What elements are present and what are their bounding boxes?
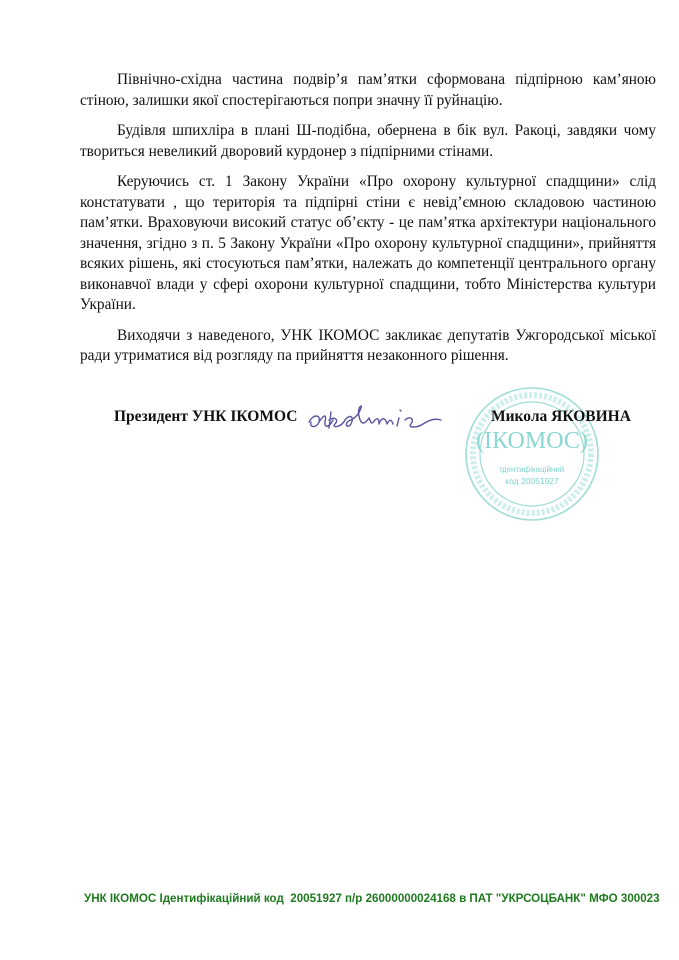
signatory-title: Президент УНК ІКОМОС xyxy=(114,408,298,425)
stamp-id-code: код 20051927 xyxy=(505,476,559,486)
handwritten-signature-icon xyxy=(305,398,445,440)
stamp-id-label: Ідентифікаційний xyxy=(499,465,565,474)
stamp-organization: (ІКОМОС) xyxy=(476,428,588,454)
footer-bank-details: УНК ІКОМОС Ідентифікаційний код 20051927 п/р 26000000024168 в ПАТ "УКРСОЦБАНК" МФО 300023 xyxy=(84,892,660,905)
official-stamp xyxy=(462,384,602,524)
paragraph-building-shape: Будівля шпихліра в плані Ш-подібна, обернена в бік вул. Ракоці, завдяки чому твориться невеликий дворовий курдонер з підпірними стінами. xyxy=(80,122,656,160)
signatory-name: Микола ЯКОВИНА xyxy=(491,408,631,425)
letter-body xyxy=(80,70,656,377)
paragraph-appeal: Виходячи з наведеного, УНК ІКОМОС закликає депутатів Ужгородської міської ради утриматися від розгляду па прийняття незаконного рішення. xyxy=(80,326,656,364)
paragraph-courtyard-wall: Північно-східна частина подвір’я пам’ятки сформована підпірною кам’яною стіною, залишки якої спостерігаються попри значну її руйнацію. xyxy=(80,71,656,109)
paragraph-legal-basis: Керуючись ст. 1 Закону України «Про охорону культурної спадщини» слід констатувати , що територія та підпірні стіни є невід’ємною складовою частиною пам’ятки. Враховуючи високий статус об’єкту - це пам’ятка архітектури національного значення, згідно з п. 5 Закону України «Про охорону культурної спадщини», прийняття всяких рішень, які стосуються пам’ятки, належать до компетенції центрального органу виконавчої влади у сфері охорони культурної спадщини, тобто Міністерства культури України. xyxy=(80,173,656,313)
